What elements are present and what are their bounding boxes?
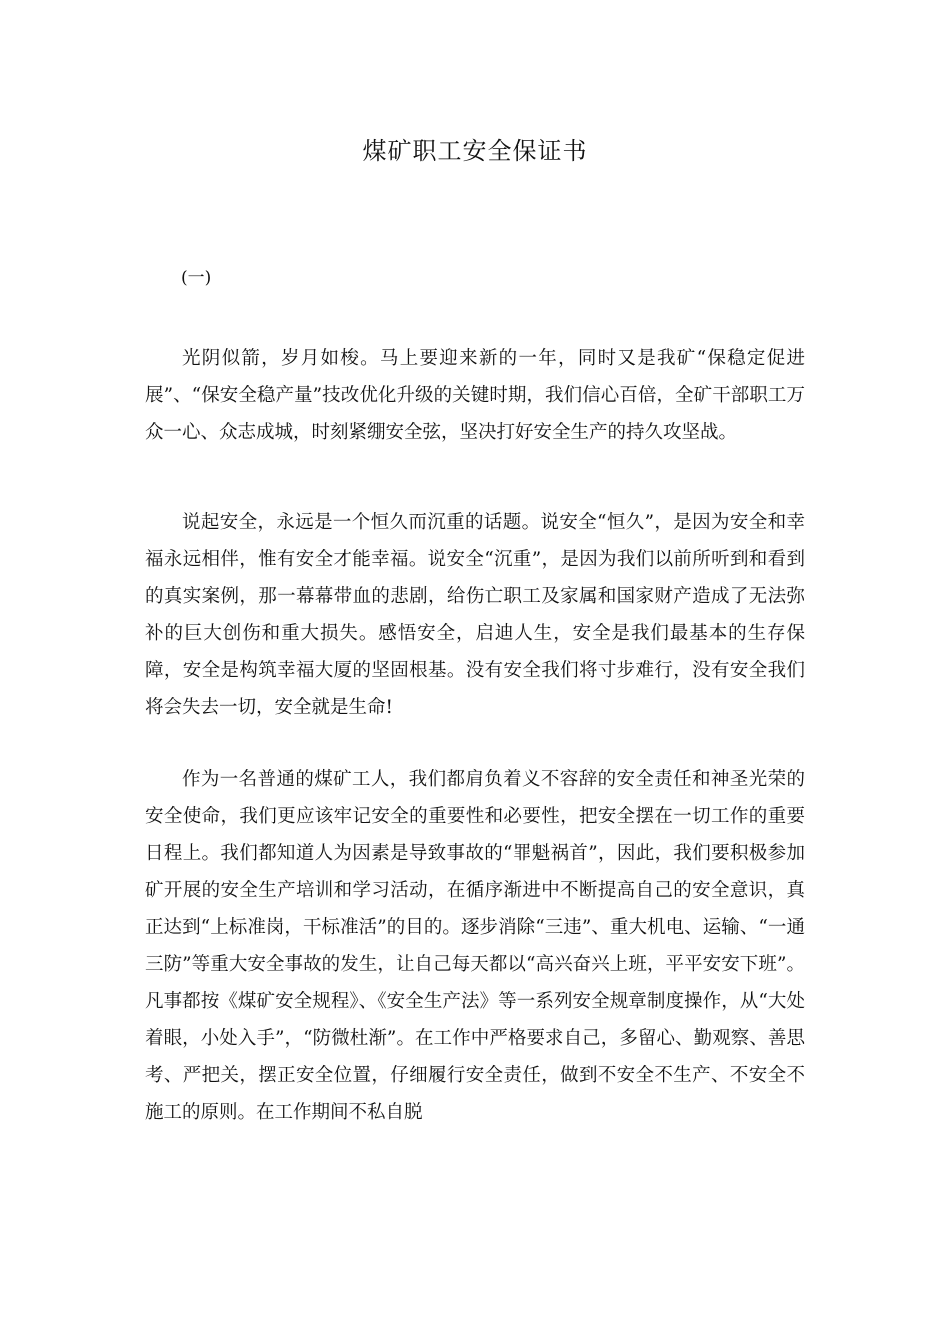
paragraph: 说起安全，永远是一个恒久而沉重的话题。说安全“恒久”，是因为安全和幸福永远相伴，惟有安全才能幸福。说安全“沉重”，是因为我们以前所听到和看到的真实案例，那一幕幕带血的悲剧，给伤亡职工及家属和国家财产造成了无法弥补的巨大创伤和重大损失。感悟安全，启迪人生，安全是我们最基本的生存保障，安全是构筑幸福大厦的坚固根基。没有安全我们将寸步难行，没有安全我们将会失去一切，安全就是生命! — [145, 512, 805, 718]
paragraph: 作为一名普通的煤矿工人，我们都肩负着义不容辞的安全责任和神圣光荣的安全使命，我们更应该牢记安全的重要性和必要性，把安全摆在一切工作的重要日程上。我们都知道人为因素是导致事故的“罪魁祸首”，因此，我们要积极参加矿开展的安全生产培训和学习活动，在循序渐进中不断提高自己的安全意识，真正达到“上标准岗，干标准活”的目的。逐步消除“三违”、重大机电、运输、“一通三防”等重大安全事故的发生，让自己每天都以“高兴奋兴上班，平平安安下班”。凡事都按《煤矿安全规程》、《安全生产法》等一系列安全规章制度操作，从“大处着眼，小处入手”，“防微杜渐”。在工作中严格要求自己，多留心、勤观察、善思考、严把关，摆正安全位置，仔细履行安全责任，做到不安全不生产、不安全不施工的原则。在工作期间不私自脱 — [145, 769, 805, 1123]
document-title: 煤矿职工安全保证书 — [362, 137, 588, 165]
section-marker: (一) — [181, 268, 212, 288]
paragraph: 光阴似箭，岁月如梭。马上要迎来新的一年，同时又是我矿“保稳定促进展”、“保安全稳产量”技改优化升级的关键时期，我们信心百倍，全矿干部职工万众一心、众志成城，时刻紧绷安全弦，坚决打好安全生产的持久攻坚战。 — [145, 348, 805, 443]
